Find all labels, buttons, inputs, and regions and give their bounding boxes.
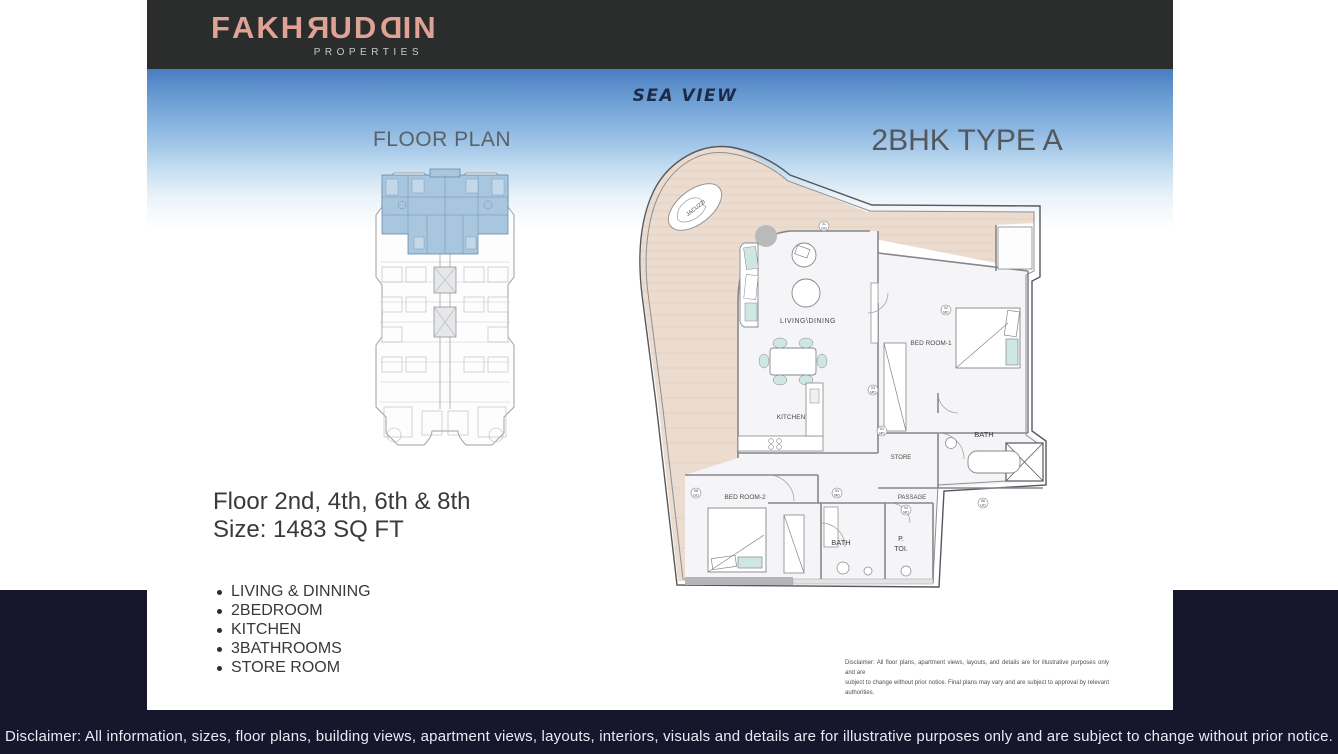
door-marker-label: 02 bbox=[944, 306, 948, 310]
door-marker-label: 03 bbox=[871, 386, 875, 390]
feature-list bbox=[215, 582, 371, 677]
feature-item: KITCHEN bbox=[215, 620, 371, 639]
brand-tagline: PROPERTIES bbox=[313, 47, 423, 58]
ptoi-label-line2: TOI. bbox=[894, 546, 908, 553]
door-marker-label: MD bbox=[903, 510, 909, 515]
ptoi-label-line1: P. bbox=[898, 536, 904, 543]
door-marker-label: GD bbox=[693, 493, 699, 498]
bath2-label: BATH bbox=[831, 538, 851, 547]
unit-size-text: Size: 1483 SQ FT bbox=[213, 516, 404, 543]
brand-logo bbox=[211, 12, 471, 58]
living-dining-label: LIVING\DINING bbox=[780, 318, 836, 325]
door-marker-label: MD bbox=[879, 431, 885, 436]
flyer-sheet bbox=[147, 0, 1173, 710]
unit-type-title: 2BHK TYPE A bbox=[871, 124, 1063, 157]
building-key-plan bbox=[372, 167, 518, 451]
door-marker-label: 08 bbox=[694, 489, 698, 493]
feature-item: STORE ROOM bbox=[215, 658, 371, 677]
door-marker-label: GD bbox=[821, 226, 827, 231]
door-marker-label: MD bbox=[870, 390, 876, 395]
plan-disclaimer-line2: subject to change without prior notice. Final plans may vary and are subject to approval by relevant authorities. bbox=[845, 680, 1109, 696]
apartment-floor-plan bbox=[638, 143, 1052, 597]
door-marker-label: 01 bbox=[822, 222, 826, 226]
unit-details bbox=[213, 488, 471, 544]
door-marker-label: GD bbox=[980, 503, 986, 508]
header-bar bbox=[147, 0, 1173, 69]
plan-disclaimer-line1: Disclaimer: All floor plans, apartment views, layouts, and details are for illustrative purposes only and are bbox=[845, 660, 1109, 676]
bath1-label: BATH bbox=[974, 430, 994, 439]
door-marker-label: 01 bbox=[880, 427, 884, 431]
door-marker-label: 06 bbox=[981, 499, 985, 503]
floor-levels-text: Floor 2nd, 4th, 6th & 8th bbox=[213, 488, 471, 515]
feature-item: 2BEDROOM bbox=[215, 601, 371, 620]
door-marker-label: MD bbox=[943, 310, 949, 315]
jacuzzi-label: JACUZZI bbox=[685, 199, 707, 218]
feature-item: 3BATHROOMS bbox=[215, 639, 371, 658]
floor-plan-title: FLOOR PLAN bbox=[372, 128, 512, 151]
brand-logo-text: FAKHRUDDIN bbox=[211, 10, 438, 45]
door-marker-label: 03 bbox=[835, 489, 839, 493]
kitchen-label: KITCHEN bbox=[776, 414, 806, 421]
footer-disclaimer-text: Disclaimer: All information, sizes, floor plans, building views, apartment views, layouts, interiors, visuals and details are for illustrative purposes only and are subject to change without prior notice. bbox=[4, 728, 1334, 745]
sea-view-label: SEA VIEW bbox=[632, 86, 738, 106]
passage-label: PASSAGE bbox=[897, 495, 927, 501]
door-marker-label: MD bbox=[834, 493, 840, 498]
door-marker-label: 04 bbox=[904, 506, 908, 510]
bedroom1-label: BED ROOM-1 bbox=[910, 340, 952, 347]
plan-disclaimer bbox=[845, 658, 1109, 698]
feature-item: LIVING & DINNING bbox=[215, 582, 371, 601]
bedroom2-label: BED ROOM-2 bbox=[724, 494, 766, 501]
store-label: STORE bbox=[890, 455, 912, 461]
